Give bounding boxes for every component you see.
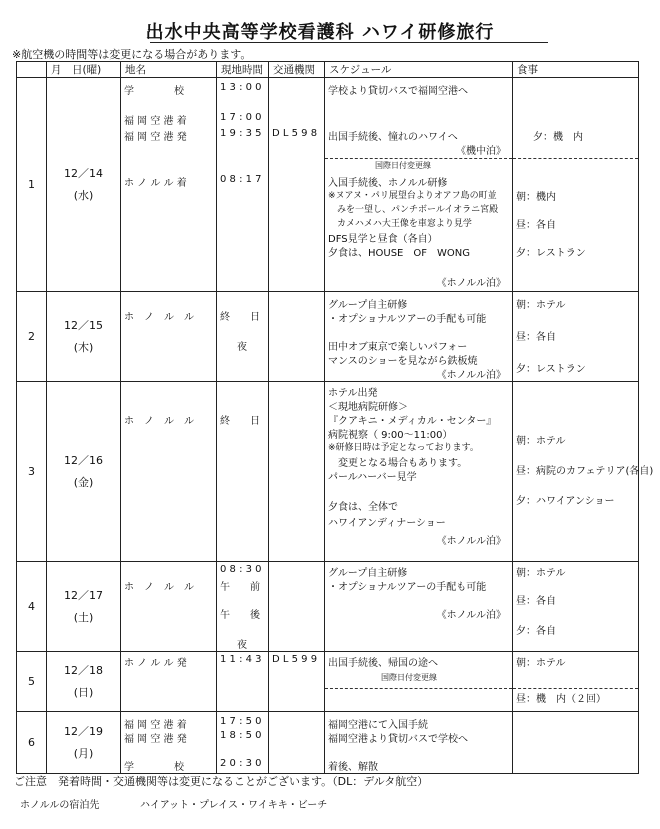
hotel-name: ハイアット・プレイス・ワイキキ・ビーチ	[140, 800, 328, 811]
header-no	[17, 62, 47, 78]
date-text: 12／19	[64, 724, 103, 738]
schedule-change-note: ※航空機の時間等は変更になる場合があります。	[12, 48, 252, 61]
schedule-line: 夕食は、全体で	[328, 502, 398, 513]
meal-cell	[513, 382, 654, 562]
weekday-text: (木)	[73, 340, 94, 354]
place-cell	[121, 652, 217, 712]
time-cell	[217, 292, 269, 382]
date-line-divider	[513, 688, 638, 689]
weekday-text: (日)	[73, 685, 94, 699]
schedule-line: ＜現地病院研修＞	[328, 402, 408, 413]
place-text: ホ ノ ル ル	[124, 416, 194, 427]
time-cell	[217, 78, 269, 292]
schedule-line: グループ自主研修	[328, 568, 408, 579]
day-date	[47, 562, 121, 652]
time-text: 2 0 : 3 0	[220, 758, 262, 769]
schedule-line: ※ヌアヌ・パリ展望台よりオアフ島の町並	[328, 191, 497, 201]
place-text: ホ ノ ル ル 着	[124, 178, 187, 189]
place-text: ホ ノ ル ル	[124, 582, 194, 593]
schedule-line: マンスのショーを見ながら鉄板焼	[328, 356, 478, 367]
table-row	[17, 78, 639, 292]
day-date	[47, 382, 121, 562]
schedule-line: 出国手続後、憧れのハワイへ	[328, 132, 458, 143]
place-text: ホ ノ ル ル	[124, 312, 194, 323]
table-header-row	[17, 62, 639, 78]
place-text: 学 校	[124, 762, 184, 773]
header-transport: 交通機関	[269, 62, 325, 78]
meal-text: 朝：機内	[516, 192, 556, 203]
schedule-line: DFS見学と昼食（各自）	[328, 234, 438, 245]
header-local-time: 現地時間	[217, 62, 269, 78]
time-text: 1 7 : 5 0	[220, 716, 262, 727]
time-text: 1 1 : 4 3	[220, 654, 262, 665]
meal-text: 朝：ホテル	[516, 300, 566, 311]
table-row	[17, 292, 639, 382]
document-title: 出水中央高等学校看護科 ハワイ研修旅行	[145, 22, 495, 43]
day-date	[47, 292, 121, 382]
schedule-line: 《ホノルル泊》	[436, 610, 506, 621]
schedule-line: 夕食は、HOUSE OF WONG	[328, 248, 470, 259]
table-row	[17, 562, 639, 652]
meal-text: 夕：レストラン	[516, 364, 586, 375]
date-line-divider	[513, 158, 638, 159]
time-text: 終 日	[220, 312, 260, 323]
schedule-cell	[325, 712, 513, 774]
meal-text: 昼：病院のカフェテリア(各自)	[516, 466, 654, 477]
time-text: 午 前	[220, 582, 260, 593]
schedule-line: ハワイアンディナーショー	[328, 518, 446, 529]
day-number: 5	[17, 652, 47, 712]
schedule-line: 福岡空港にて入国手続	[328, 720, 428, 731]
schedule-cell	[325, 652, 513, 712]
schedule-line: ・オプショナルツアーの手配も可能	[328, 314, 487, 325]
time-cell	[217, 382, 269, 562]
meal-text: 夕：各自	[516, 626, 556, 637]
day-date	[47, 652, 121, 712]
schedule-line: ※研修日時は予定となっております。	[328, 443, 479, 453]
transport-cell	[269, 292, 325, 382]
header-date: 月 日(曜)	[47, 62, 121, 78]
place-cell	[121, 382, 217, 562]
place-text: 福 岡 空 港 発	[124, 132, 187, 143]
schedule-line: 福岡空港より貸切バスで学校へ	[328, 734, 468, 745]
date-line-divider	[325, 158, 512, 159]
meal-cell	[513, 712, 639, 774]
transport-cell	[269, 652, 325, 712]
schedule-line: 『クアキニ・メディカル・センター』	[328, 416, 497, 427]
schedule-cell	[325, 382, 513, 562]
meal-cell	[513, 652, 639, 712]
schedule-line: 着後、解散	[328, 762, 378, 773]
schedule-cell	[325, 562, 513, 652]
time-cell	[217, 652, 269, 712]
schedule-line: 《ホノルル泊》	[436, 536, 506, 547]
date-text: 12／15	[64, 318, 103, 332]
transport-cell	[269, 382, 325, 562]
time-text: 夜	[237, 640, 247, 651]
header-place: 地名	[121, 62, 217, 78]
meal-text: 夕：レストラン	[516, 248, 586, 259]
place-cell	[121, 712, 217, 774]
place-cell	[121, 292, 217, 382]
meal-text: 昼：機 内（２回）	[516, 694, 606, 705]
date-text: 12／14	[64, 166, 103, 180]
transport-cell	[269, 712, 325, 774]
time-text: 0 8 : 3 0	[220, 564, 262, 575]
place-text: 福 岡 空 港 着	[124, 116, 187, 127]
day-date	[47, 712, 121, 774]
schedule-line: カメハメハ大王像を車窓より見学	[328, 219, 472, 229]
time-cell	[217, 712, 269, 774]
date-text: 12／17	[64, 588, 103, 602]
schedule-line: ホテル出発	[328, 388, 378, 399]
schedule-line: 病院視察（ 9:00～11:00）	[328, 430, 453, 441]
transport-text: D L 5 9 9	[272, 654, 318, 665]
itinerary-table	[16, 61, 654, 774]
day-date	[47, 78, 121, 292]
time-text: 1 9 : 3 5	[220, 128, 262, 139]
transport-text: D L 5 9 8	[272, 128, 318, 139]
schedule-line: 変更となる場合もあります。	[328, 458, 468, 469]
meal-text: 朝：ホテル	[516, 436, 566, 447]
date-text: 12／18	[64, 663, 103, 677]
header-meal: 食事	[513, 62, 639, 78]
schedule-line: 《ホノルル泊》	[436, 278, 506, 289]
schedule-line: みを一望し、パンチボールイオラニ宮殿	[328, 205, 499, 215]
schedule-line: 出国手続後、帰国の途へ	[328, 658, 438, 669]
meal-cell	[513, 78, 639, 292]
meal-text: 夕：ハワイアンショー	[516, 496, 615, 507]
time-text: 夜	[237, 342, 247, 353]
schedule-line: ・オプショナルツアーの手配も可能	[328, 582, 487, 593]
place-cell	[121, 562, 217, 652]
day-number: 2	[17, 292, 47, 382]
transport-cell	[269, 78, 325, 292]
place-text: ホ ノ ル ル 発	[124, 658, 187, 669]
schedule-line: 田中オブ東京で楽しいパフォー	[328, 342, 468, 353]
date-text: 12／16	[64, 453, 103, 467]
schedule-line: 入国手続後、ホノルル研修	[328, 178, 448, 189]
weekday-text: (月)	[73, 746, 94, 760]
schedule-line: グループ自主研修	[328, 300, 408, 311]
time-text: 1 3 : 0 0	[220, 82, 262, 93]
weekday-text: (金)	[73, 475, 94, 489]
schedule-cell	[325, 78, 513, 292]
meal-cell	[513, 292, 639, 382]
place-text: 福 岡 空 港 発	[124, 734, 187, 745]
time-cell	[217, 562, 269, 652]
meal-text: 夕：機 内	[533, 132, 583, 143]
meal-cell	[513, 562, 639, 652]
meal-text: 朝：ホテル	[516, 658, 566, 669]
place-text: 福 岡 空 港 着	[124, 720, 187, 731]
transport-cell	[269, 562, 325, 652]
table-row	[17, 652, 639, 712]
place-cell	[121, 78, 217, 292]
header-schedule: スケジュール	[325, 62, 513, 78]
table-row	[17, 712, 639, 774]
hotel-label: ホノルルの宿泊先	[20, 800, 100, 811]
table-row	[17, 382, 639, 562]
time-text: 終 日	[220, 416, 260, 427]
date-line-label: 国際日付変更線	[375, 161, 431, 170]
footer-note: ご注意 発着時間・交通機関等は変更になることがございます。（DL：デルタ航空）	[14, 775, 429, 788]
weekday-text: (水)	[73, 188, 94, 202]
meal-text: 朝：ホテル	[516, 568, 566, 579]
place-text: 学 校	[124, 86, 184, 97]
time-text: 0 8 : 1 7	[220, 174, 262, 185]
schedule-line: パールハーバー見学	[328, 472, 417, 483]
time-text: 1 8 : 5 0	[220, 730, 262, 741]
day-number: 1	[17, 78, 47, 292]
time-text: 午 後	[220, 610, 260, 621]
meal-text: 昼：各自	[516, 332, 556, 343]
meal-text: 昼：各自	[516, 220, 556, 231]
time-text: 1 7 : 0 0	[220, 112, 262, 123]
schedule-line: 《機中泊》	[456, 146, 506, 157]
weekday-text: (土)	[73, 610, 94, 624]
day-number: 6	[17, 712, 47, 774]
date-line-divider	[325, 688, 512, 689]
meal-text: 昼：各自	[516, 596, 556, 607]
schedule-line: 《ホノルル泊》	[436, 370, 506, 381]
day-number: 4	[17, 562, 47, 652]
day-number: 3	[17, 382, 47, 562]
schedule-line: 学校より貸切バスで福岡空港へ	[328, 86, 468, 97]
schedule-cell	[325, 292, 513, 382]
date-line-label: 国際日付変更線	[381, 673, 437, 682]
title-underline	[150, 42, 548, 43]
